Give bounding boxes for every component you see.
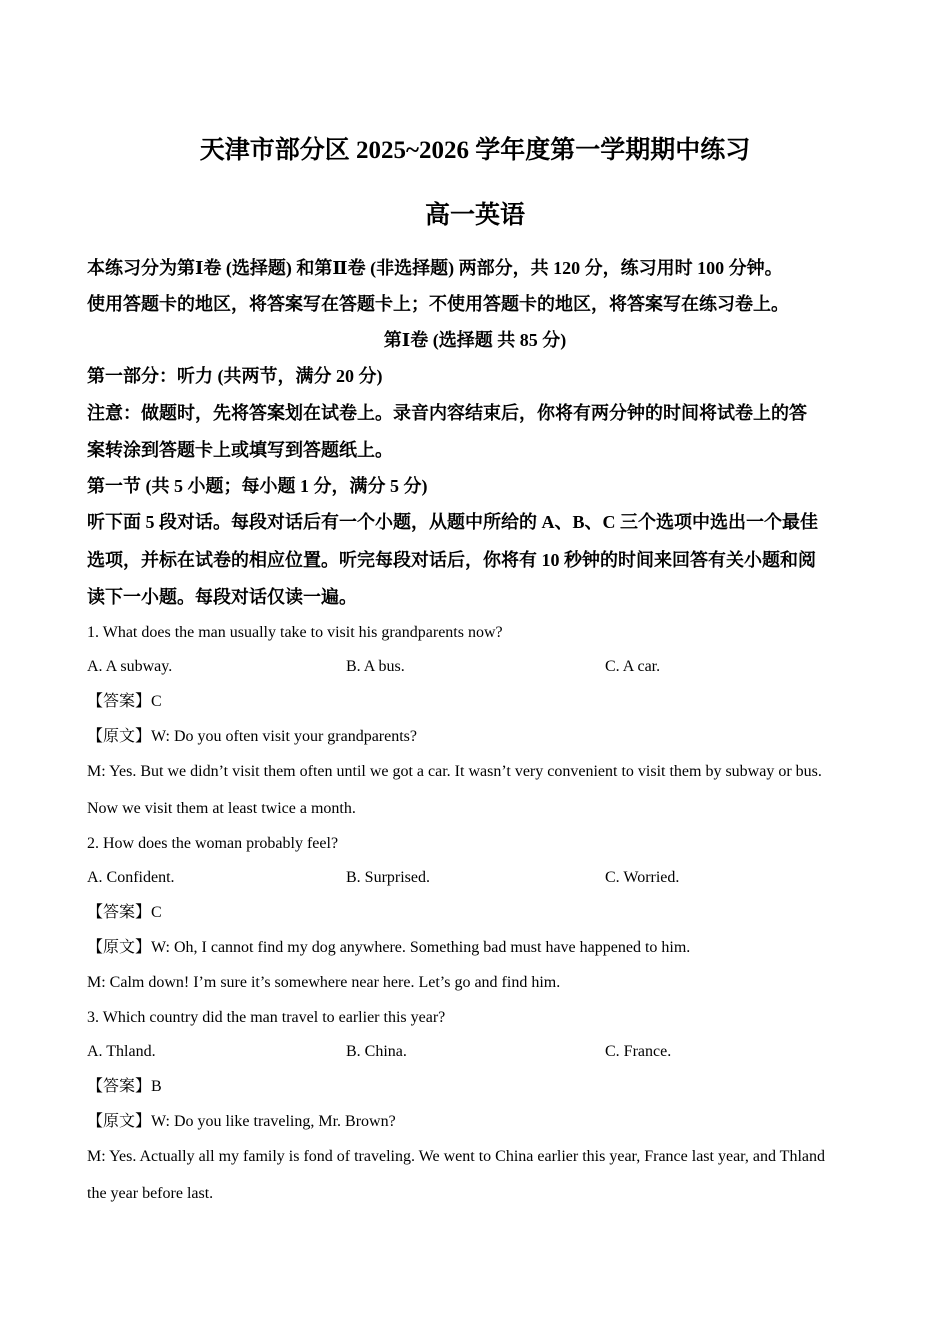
question-2-option-c: C. Worried. (605, 869, 680, 886)
volume-heading: 第Ⅰ卷 (选择题 共 85 分) (383, 330, 567, 350)
question-3-option-c: C. France. (605, 1043, 672, 1060)
question-2-option-a: A. Confident. (87, 869, 175, 886)
question-1-script-line-2: M: Yes. But we didn’t visit them often until we got a car. It wasn’t very convenient to visit them by subway or bus. (87, 763, 822, 780)
instruction-line-1: 本练习分为第Ⅰ卷 (选择题) 和第Ⅱ卷 (非选择题) 两部分，共 120 分，练习用时 100 分钟。 (87, 258, 783, 278)
question-2-text: 2. How does the woman probably feel? (87, 835, 339, 852)
question-1-option-a: A. A subway. (87, 658, 173, 675)
question-2-script-line-2: M: Calm down! I’m sure it’s somewhere near here. Let’s go and find him. (87, 974, 561, 991)
question-2-option-b: B. Surprised. (346, 869, 430, 886)
question-1-answer: 【答案】C (87, 693, 162, 710)
question-3-script-line-1: 【原文】W: Do you like traveling, Mr. Brown? (87, 1113, 396, 1130)
exam-title: 天津市部分区 2025~2026 学年度第一学期期中练习 (199, 137, 751, 164)
question-1-text: 1. What does the man usually take to visit his grandparents now? (87, 624, 503, 641)
notice-line-1: 注意：做题时，先将答案划在试卷上。录音内容结束后，你将有两分钟的时间将试卷上的答 (87, 403, 807, 423)
section-intro-line-1: 听下面 5 段对话。每段对话后有一个小题，从题中所给的 A、B、C 三个选项中选出一个最佳 (87, 512, 818, 532)
question-1-script-line-3: Now we visit them at least twice a month. (87, 800, 356, 817)
section-heading: 第一节 (共 5 小题；每小题 1 分，满分 5 分) (87, 476, 428, 496)
notice-line-2: 案转涂到答题卡上或填写到答题纸上。 (87, 440, 393, 460)
part-heading: 第一部分：听力 (共两节，满分 20 分) (87, 366, 383, 386)
question-3-script-line-2: M: Yes. Actually all my family is fond of traveling. We went to China earlier this year, France last year, and Thland (87, 1148, 825, 1165)
question-3-option-a: A. Thland. (87, 1043, 156, 1060)
exam-subtitle: 高一英语 (424, 202, 525, 229)
question-2-answer: 【答案】C (87, 904, 162, 921)
section-intro-line-2: 选项，并标在试卷的相应位置。听完每段对话后，你将有 10 秒钟的时间来回答有关小题和阅 (87, 550, 816, 570)
question-3-answer: 【答案】B (87, 1078, 162, 1095)
section-intro-line-3: 读下一小题。每段对话仅读一遍。 (87, 587, 357, 607)
question-3-text: 3. Which country did the man travel to earlier this year? (87, 1009, 446, 1026)
question-1-script-line-1: 【原文】W: Do you often visit your grandparents? (87, 728, 418, 745)
instruction-line-2: 使用答题卡的地区，将答案写在答题卡上；不使用答题卡的地区，将答案写在练习卷上。 (87, 294, 789, 314)
question-3-script-line-3: the year before last. (87, 1185, 214, 1202)
question-3-option-b: B. China. (346, 1043, 407, 1060)
question-1-option-c: C. A car. (605, 658, 661, 675)
question-2-script-line-1: 【原文】W: Oh, I cannot find my dog anywhere. Something bad must have happened to him. (87, 939, 691, 956)
question-1-option-b: B. A bus. (346, 658, 405, 675)
